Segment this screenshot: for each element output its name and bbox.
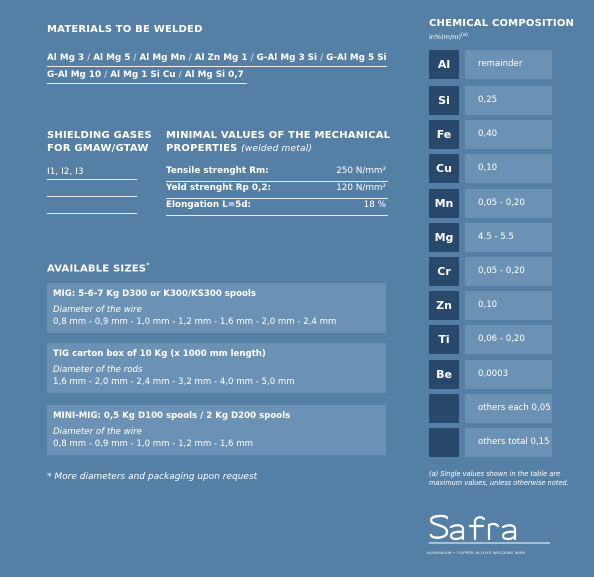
material-separator: / [133,53,137,63]
chemical-note: (a) Single values shown in the table are maximum values, unless otherwise noted. [429,470,569,487]
mechanical-title-line-1: MINIMAL VALUES OF THE MECHANICAL [166,130,391,141]
shielding-title [47,129,152,155]
element-symbol: Cu [429,154,459,183]
material-separator: / [104,70,108,80]
size-box-title: MINI-MIG: 0,5 Kg D100 spools / 2 Kg D200 spools [53,411,291,421]
materials-divider-1 [47,66,387,67]
element-symbol: Mg [429,223,459,252]
element-symbol: Ti [429,325,459,354]
element-value: 0,05 - 0,20 [465,189,552,218]
element-value: remainder [465,50,552,79]
size-box-mini-mig [47,405,386,455]
material-item: G-Al Mg 3 Si [256,53,318,63]
materials-divider-2 [47,83,247,84]
sizes-title-mark: * [146,262,150,269]
mechanical-value: 18 % [363,200,386,210]
chemical-title: CHEMICAL COMPOSITION [429,18,575,29]
element-value: 0,05 - 0,20 [465,257,552,286]
shielding-gases-value: I1, I2, I3 [47,167,84,177]
materials-line-2 [47,70,244,80]
material-separator: / [188,53,192,63]
mechanical-title [166,129,390,156]
size-box-tig [47,343,386,393]
size-box-subtitle: Diameter of the wire [53,427,142,437]
mechanical-value: 250 N/mm² [336,166,386,176]
element-symbol [429,428,459,457]
material-item: Al Mg 1 Si Cu [110,70,176,80]
logo-tagline: ALUMINIUM • COPPER ALLOYS WELDING WIRE [427,550,526,555]
element-symbol: Cr [429,257,459,286]
chemical-subtitle [429,32,468,41]
element-symbol: Fe [429,120,459,149]
material-item: Al Mg 5 [93,53,131,63]
materials-title: MATERIALS TO BE WELDED [47,24,203,35]
mechanical-row [166,164,388,182]
sizes-title-text: AVAILABLE SIZES [47,263,147,275]
material-item: G-Al Mg 5 Si [326,53,387,63]
size-box-subtitle: Diameter of the wire [53,305,142,315]
material-separator: / [320,53,324,63]
material-separator: / [250,53,254,63]
size-box-title: TIG carton box of 10 Kg (x 1000 mm length) [53,349,266,359]
mechanical-label: Yeld strenght Rp 0,2: [166,183,271,193]
size-box-title: MIG: 5-6-7 Kg D300 or K300/KS300 spools [53,289,256,299]
material-separator: / [87,53,91,63]
shielding-title-line-2: FOR GMAW/GTAW [47,143,149,154]
element-value: 4.5 - 5.5 [465,223,552,252]
size-box-mig [47,283,386,333]
shielding-divider [47,213,137,214]
element-value: 0,10 [465,154,552,183]
safra-logo [427,512,552,562]
chemical-subtitle-sup: (a) [461,32,468,38]
material-item: Al Mg 3 [47,53,85,63]
size-box-values: 0,8 mm - 0,9 mm - 1,0 mm - 1,2 mm - 1,6 mm - 2,0 mm - 2,4 mm [53,317,337,327]
sizes-footnote: * More diameters and packaging upon request [47,472,258,482]
element-value: others total 0,15 [465,428,552,457]
mechanical-row [166,181,388,199]
mechanical-value: 120 N/mm² [336,183,386,193]
shielding-divider [47,196,137,197]
shielding-divider [47,179,137,180]
element-value: 0,40 [465,120,552,149]
element-value: 0,25 [465,86,552,115]
safra-logo-mark [427,512,552,546]
element-value: 0,06 - 0,20 [465,325,552,354]
chemical-subtitle-text: in%(m/m) [429,33,462,42]
element-symbol [429,394,459,423]
element-value: 0,0003 [465,360,552,389]
mechanical-label: Elongation L=5d: [166,200,252,210]
element-symbol: Mn [429,189,459,218]
element-symbol: Zn [429,291,459,320]
material-item: Al Mg Si 0,7 [184,70,244,80]
shielding-title-line-1: SHIELDING GASES [47,130,152,141]
size-box-values: 0,8 mm - 0,9 mm - 1,0 mm - 1,2 mm - 1,6 mm [53,439,253,449]
size-box-values: 1,6 mm - 2,0 mm - 2,4 mm - 3,2 mm - 4,0 mm - 5,0 mm [53,377,295,387]
material-separator: / [178,70,182,80]
sizes-title [47,262,150,274]
mechanical-row [166,198,388,216]
element-symbol: Si [429,86,459,115]
material-item: Al Zn Mg 1 [194,53,248,63]
mechanical-title-line-2: PROPERTIES [166,143,238,154]
element-symbol: Al [429,50,459,79]
element-value: others each 0,05 [465,394,552,423]
element-value: 0,10 [465,291,552,320]
element-symbol: Be [429,360,459,389]
materials-line-1 [47,53,387,63]
material-item: G-Al Mg 10 [47,70,102,80]
mechanical-label: Tensile strenght Rm: [166,166,269,176]
size-box-subtitle: Diameter of the rods [53,365,143,375]
mechanical-title-suffix: (welded metal) [241,144,313,154]
material-item: Al Mg Mn [139,53,186,63]
